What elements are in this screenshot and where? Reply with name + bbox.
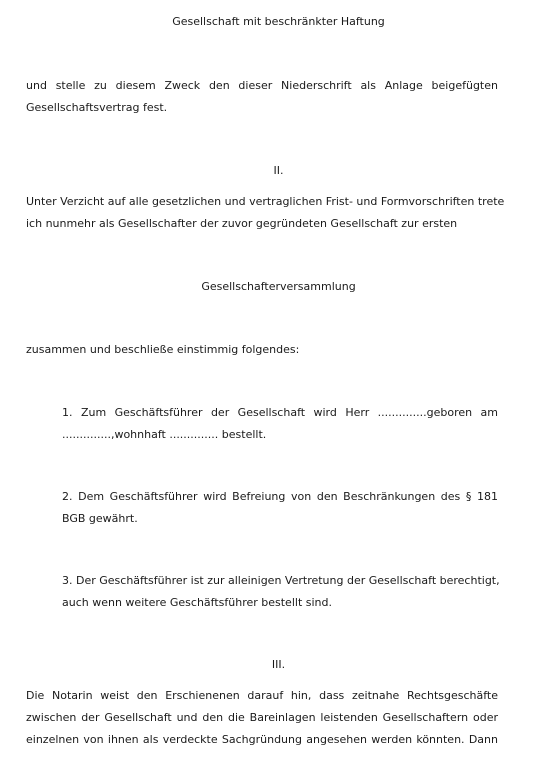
paragraph-line: einzelnen von ihnen als verdeckte Sachgründung angesehen werden könnten. Dann: [26, 733, 498, 746]
paragraph-line: zwischen der Gesellschaft und den die Bareinlagen leistenden Gesellschaftern oder: [26, 711, 498, 724]
paragraph-line: Gesellschaftsvertrag fest.: [26, 101, 168, 114]
list-item: ..............,wohnhaft .............. bestellt.: [62, 428, 267, 441]
list-item: 3. Der Geschäftsführer ist zur alleinigen Vertretung der Gesellschaft berechtigt,: [62, 574, 500, 587]
section-numeral-ii: II.: [273, 164, 284, 177]
paragraph-line: zusammen und beschließe einstimmig folgendes:: [26, 343, 300, 356]
paragraph-line: ich nunmehr als Gesellschafter der zuvor gegründeten Gesellschaft zur ersten: [26, 217, 458, 230]
list-item: 1. Zum Geschäftsführer der Gesellschaft wird Herr ..............geboren am: [62, 406, 498, 419]
list-item: auch wenn weitere Geschäftsführer bestellt sind.: [62, 596, 332, 609]
section-numeral-iii: III.: [271, 658, 286, 671]
list-item: 2. Dem Geschäftsführer wird Befreiung von den Beschränkungen des § 181: [62, 490, 498, 503]
paragraph-line: Die Notarin weist den Erschienenen darauf hin, dass zeitnahe Rechtsgeschäfte: [26, 689, 498, 702]
document-heading: Gesellschaft mit beschränkter Haftung: [172, 15, 385, 28]
paragraph-line: und stelle zu diesem Zweck den dieser Niederschrift als Anlage beigefügten: [26, 79, 498, 92]
paragraph-line: Unter Verzicht auf alle gesetzlichen und vertraglichen Frist- und Formvorschriften trete: [26, 195, 505, 208]
subheading-gesellschafterversammlung: Gesellschafterversammlung: [201, 280, 356, 293]
list-item: BGB gewährt.: [62, 512, 138, 525]
